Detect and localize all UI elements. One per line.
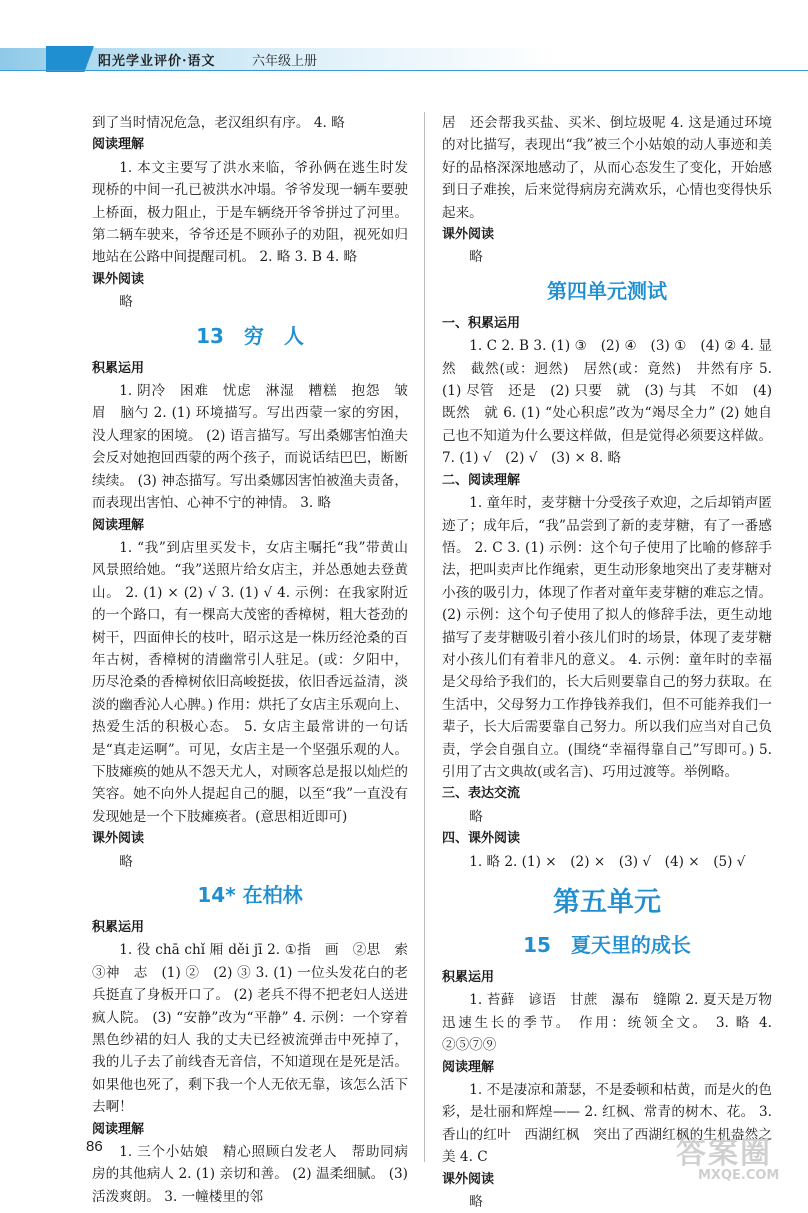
section-heading: 一、积累运用	[442, 315, 521, 331]
answer-text: 略	[119, 294, 133, 311]
section-heading: 积累运用	[92, 920, 145, 935]
page-number: 86	[86, 1138, 103, 1155]
header-title: 阳光学业评价·语文	[98, 54, 216, 69]
page-header	[0, 46, 808, 74]
section-heading: 三、表达交流	[442, 786, 521, 802]
section-heading: 阅读理解	[92, 1121, 145, 1137]
answer-text: 1. 不是凄凉和萧瑟，不是委顿和枯黄，而是火的色彩，是壮丽和辉煌—— 2. 红枫、常青的树木、花。 3. 香山的红叶 西湖红枫 突出了西湖红枫的生机盎然之美 4. C	[442, 1082, 772, 1166]
watermark-logo: 答案圈	[676, 1136, 772, 1171]
section-heading: 课外阅读	[92, 271, 145, 287]
answer-text: 居 还会帮我买盐、买米、倒垃圾呢 4. 这是通过环境的对比描写，表现出“我”被三个小姑娘的动人事迹和美好的品格深深地感动了，从而心态发生了变化，开始感到日子难挨，后来觉得病房充满欢乐，心情也变得快乐起来。	[442, 115, 772, 221]
unit-test-title: 第四单元测试	[547, 278, 667, 303]
answer-text: 1. 阴冷 困难 忧虑 淋湿 糟糕 抱怨 皱眉 脑勺 2. (1) 环境描写。写出西蒙一家的穷困，没人理家的困境。 (2) 语言描写。写出桑娜害怕渔夫会反对她抱回西蒙的两个孩子，而说话结巴巴，断断续续。 (3) 神态描写。写出桑娜因害怕被渔夫责备，而表现出害怕、心神不宁的神情。 3. 略	[92, 383, 408, 512]
lesson-title: 13 穷 人	[196, 323, 304, 348]
right-column	[442, 112, 772, 1213]
header-subtitle: 六年级上册	[252, 54, 318, 69]
answer-text: 1. C 2. B 3. (1) ③ (2) ④ (3) ① (4) ② 4. 显然 截然(或：迥然) 居然(或：竟然) 井然有序 5. (1) 尽管 还是 (2) 只要 就 (3) 与其 不如 (4) 既然 就 6. (1) “处心积虑”改为“竭尽全力” (2) 她自己也不知道为什么要这样做，但是觉得必须要这样做。 7. (1) √ (2) √ (3) × 8. 略	[442, 338, 772, 467]
watermark-url: MXQE.COM	[698, 1168, 780, 1183]
column-divider	[424, 112, 425, 1162]
answer-text: 略	[469, 249, 483, 266]
answer-text: 略	[469, 808, 483, 825]
section-heading: 积累运用	[92, 360, 145, 376]
answer-text: 1. 三个小姑娘 精心照顾白发老人 帮助同病房的其他病人 2. (1) 亲切和善。 (2) 温柔细腻。 (3) 活泼爽朗。 3. 一幢楼里的邻	[92, 1144, 408, 1205]
section-heading: 四、课外阅读	[442, 831, 521, 847]
answer-text: 1. 役 chā chǐ 厢 děi jī 2. ①指 画 ②思 索 ③神 志 (1) ② (2) ③ 3. (1) 一位头发花白的老兵挺直了身板开口了。 (2) 老兵不得不把老妇人送进疯人院。 (3) “安静”改为“平静” 4. 示例：一个穿着黑色纱裙的妇人 我的丈夫已经被流弹击中死掉了，我的儿子去了前线杳无音信，不知道现在是死是活。如果他也死了，剩下我一个人无依无靠，该怎么活下去啊！	[92, 942, 422, 1116]
watermark	[672, 1128, 796, 1192]
answer-text: 1. 略 2. (1) × (2) × (3) √ (4) × (5) √	[469, 853, 746, 870]
section-heading: 阅读理解	[442, 1059, 495, 1075]
answer-text: 到了当时情况危急，老汉组织有序。 4. 略	[92, 115, 345, 131]
answer-text: 1. 苔藓 谚语 甘蔗 瀑布 缝隙 2. 夏天是万物迅速生长的季节。 作用：统领全文。 3. 略 4. ②⑤⑦⑨	[442, 992, 772, 1054]
lesson-title: 14* 在柏林	[197, 883, 303, 907]
unit-title: 第五单元	[553, 887, 661, 918]
header-rule	[0, 70, 808, 71]
section-heading: 课外阅读	[442, 227, 495, 243]
section-heading: 阅读理解	[92, 517, 145, 533]
lesson-title: 15 夏天里的成长	[523, 933, 691, 957]
section-heading: 二、阅读理解	[442, 472, 521, 488]
section-heading: 课外阅读	[92, 831, 145, 847]
section-heading: 阅读理解	[92, 137, 145, 153]
answer-text: 1. 本文主要写了洪水来临，爷孙俩在逃生时发现桥的中间一孔已被洪水冲塌。爷爷发现一辆车要驶上桥面，极力阻止，于是车辆绕开爷爷拼过了河里。第二辆车驶来，爷爷还是不顾孙子的劝阻，视死如归地站在公路中间提醒司机。 2. 略 3. B 4. 略	[92, 159, 408, 266]
left-column	[92, 112, 422, 1208]
answer-text: 略	[469, 1194, 483, 1211]
answer-text: 1. 童年时，麦芽糖十分受孩子欢迎，之后却销声匿迹了；成年后，“我”品尝到了新的麦芽糖，有了一番感悟。 2. C 3. (1) 示例：这个句子使用了比喻的修辞手法，把叫卖声比作绳索，更生动形象地突出了麦芽糖对小孩的吸引力，体现了作者对童年麦芽糖的难忘之情。 (2) 示例：这个句子使用了拟人的修辞手法，更生动地描写了麦芽糖吸引着小孩儿们时的场景，体现了麦芽糖对小孩儿们有着非凡的意义。 4. 示例：童年时的幸福是父母给予我们的，长大后则要靠自己的努力获取。在生活中，父母努力工作挣钱养我们，但不可能养我们一辈子，长大后需要靠自己努力。所以我们应当对自己负责，学会自强自立。(围绕“幸福得靠自己”写即可。) 5. 引用了古文典故(或名言)、巧用过渡等。举例略。	[442, 495, 772, 780]
answer-text: 1. “我”到店里买发卡，女店主嘱托“我”带黄山风景照给她。“我”送照片给女店主，并怂恿她去登黄山。 2. (1) × (2) √ 3. (1) √ 4. 示例：在我家附近的一个路口，有一棵高大茂密的香樟树，粗大苍劲的树干，四面伸长的枝叶，昭示这是一株历经沧桑的百年古树，香樟树的清幽常引人驻足。(或：夕阳中，历尽沧桑的香樟树依旧高峻挺拔，依旧香远益清，淡淡的幽香沁人心脾。) 作用：烘托了女店主乐观向上、热爱生活的积极心态。 5. 女店主最常讲的一句话是“真走运啊”。可见，女店主是一个坚强乐观的人。下肢瘫痪的她从不怨天尤人，对顾客总是报以灿烂的笑容。她不向外人提起自己的腿，以至“我”一直没有发现她是一个下肢瘫痪者。(意思相近即可)	[92, 539, 408, 825]
section-heading: 课外阅读	[442, 1171, 495, 1187]
answer-text: 略	[119, 853, 133, 870]
section-heading: 积累运用	[442, 970, 495, 985]
